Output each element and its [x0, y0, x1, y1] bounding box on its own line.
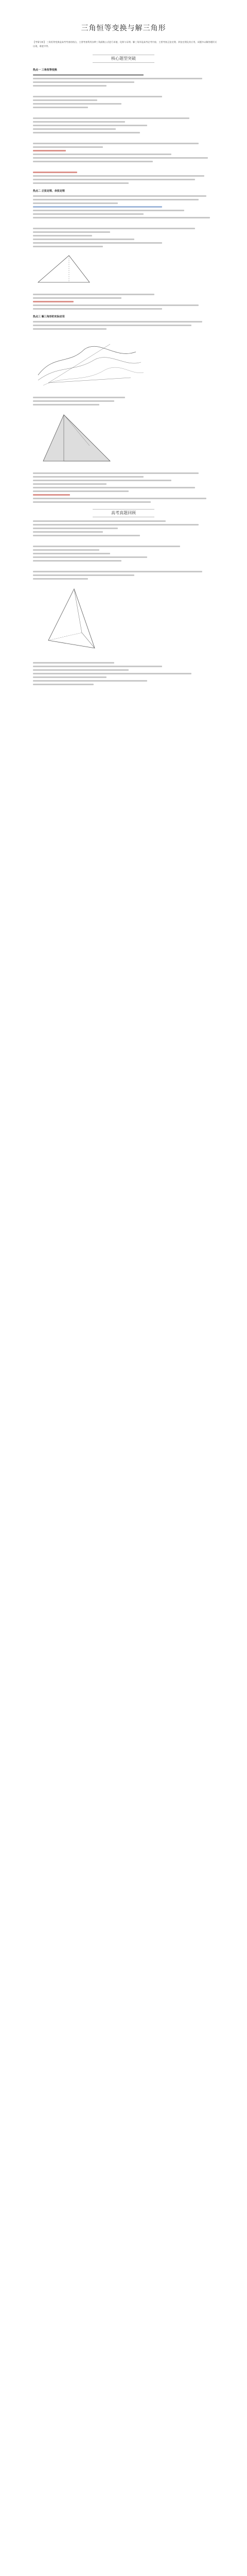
text-line [33, 107, 88, 108]
text-line [33, 483, 107, 485]
text-line [33, 666, 162, 667]
section-core-banner: 核心题型突破 [93, 55, 154, 63]
text-line [33, 242, 162, 244]
text-line [33, 304, 199, 306]
text-line [33, 125, 147, 126]
section-real-banner: 高考真题回顾 [93, 509, 154, 517]
text-line [33, 81, 134, 83]
tetrahedron-figure [33, 584, 217, 658]
text-line [33, 520, 166, 522]
text-line [33, 673, 191, 674]
text-line [33, 325, 191, 326]
text-line [33, 556, 147, 558]
text-line [33, 669, 129, 671]
point-heading: 热点一 三角恒等变换 [33, 69, 57, 72]
text-line [33, 175, 204, 177]
text-line [33, 206, 162, 208]
text-line [33, 213, 144, 215]
text-line [33, 571, 202, 572]
text-line [33, 179, 195, 180]
text-line [33, 210, 184, 211]
text-line [33, 528, 118, 529]
text-line [33, 121, 125, 123]
text-line [33, 117, 189, 119]
page-title: 三角恒等变换与解三角形 [81, 24, 166, 32]
text-line [33, 202, 118, 204]
text-line [33, 400, 114, 402]
point-heading: 热点三 解三角形的实际应用 [33, 315, 65, 318]
text-line [33, 578, 88, 580]
text-line [33, 161, 153, 162]
text-line [33, 78, 202, 79]
text-line [33, 684, 94, 685]
text-line [33, 535, 140, 536]
text-line [33, 680, 147, 682]
text-line [33, 574, 134, 576]
text-line [33, 494, 70, 496]
text-line [33, 228, 195, 229]
text-line [33, 199, 199, 200]
text-line [33, 99, 97, 101]
text-line [33, 487, 195, 488]
text-line [33, 150, 66, 151]
text-line [33, 472, 199, 474]
text-line [33, 297, 121, 299]
point-heading: 热点二 正弦定理、余弦定理 [33, 190, 65, 193]
text-line [33, 321, 202, 323]
text-line [33, 96, 162, 97]
text-line [33, 74, 144, 76]
text-line [33, 328, 107, 330]
intro-paragraph: 【考情分析】 三角恒等变换是高考考查的热点，主要考查利用各种三角函数公式进行求值、化简与证明；解三角形是高考必考内容，主要考查正弦定理、余弦定理及其应用，试题多以解答题形式出现，难度中等。 [33, 41, 217, 47]
text-line [33, 490, 129, 492]
text-line [33, 498, 206, 499]
text-line [33, 235, 92, 236]
text-line [33, 103, 121, 105]
text-line [33, 524, 199, 526]
text-line [33, 157, 208, 159]
text-line [33, 246, 103, 247]
text-line [33, 404, 99, 405]
core-content [33, 68, 217, 503]
text-line [33, 476, 144, 478]
triangle-figure [33, 251, 217, 290]
text-line [33, 560, 121, 562]
text-line [33, 172, 77, 173]
text-line [33, 549, 99, 551]
text-line [33, 154, 171, 155]
text-line [33, 182, 129, 184]
text-line [33, 132, 140, 133]
text-line [33, 128, 116, 130]
text-line [33, 294, 154, 295]
text-line [33, 301, 74, 302]
text-line [33, 143, 199, 144]
text-line [33, 397, 125, 398]
text-line [33, 85, 107, 87]
text-line [33, 146, 103, 148]
text-line [33, 501, 151, 503]
text-line [33, 308, 162, 310]
mountain-figure [33, 410, 217, 468]
text-line [33, 676, 107, 678]
text-line [33, 231, 110, 233]
text-line [33, 480, 171, 481]
text-line [33, 553, 110, 554]
real-content [33, 520, 217, 685]
text-line [33, 195, 206, 197]
text-line [33, 662, 114, 664]
text-line [33, 531, 103, 533]
terrain-figure [33, 334, 217, 393]
text-line [33, 239, 134, 240]
text-line [33, 217, 210, 218]
text-line [33, 546, 180, 547]
